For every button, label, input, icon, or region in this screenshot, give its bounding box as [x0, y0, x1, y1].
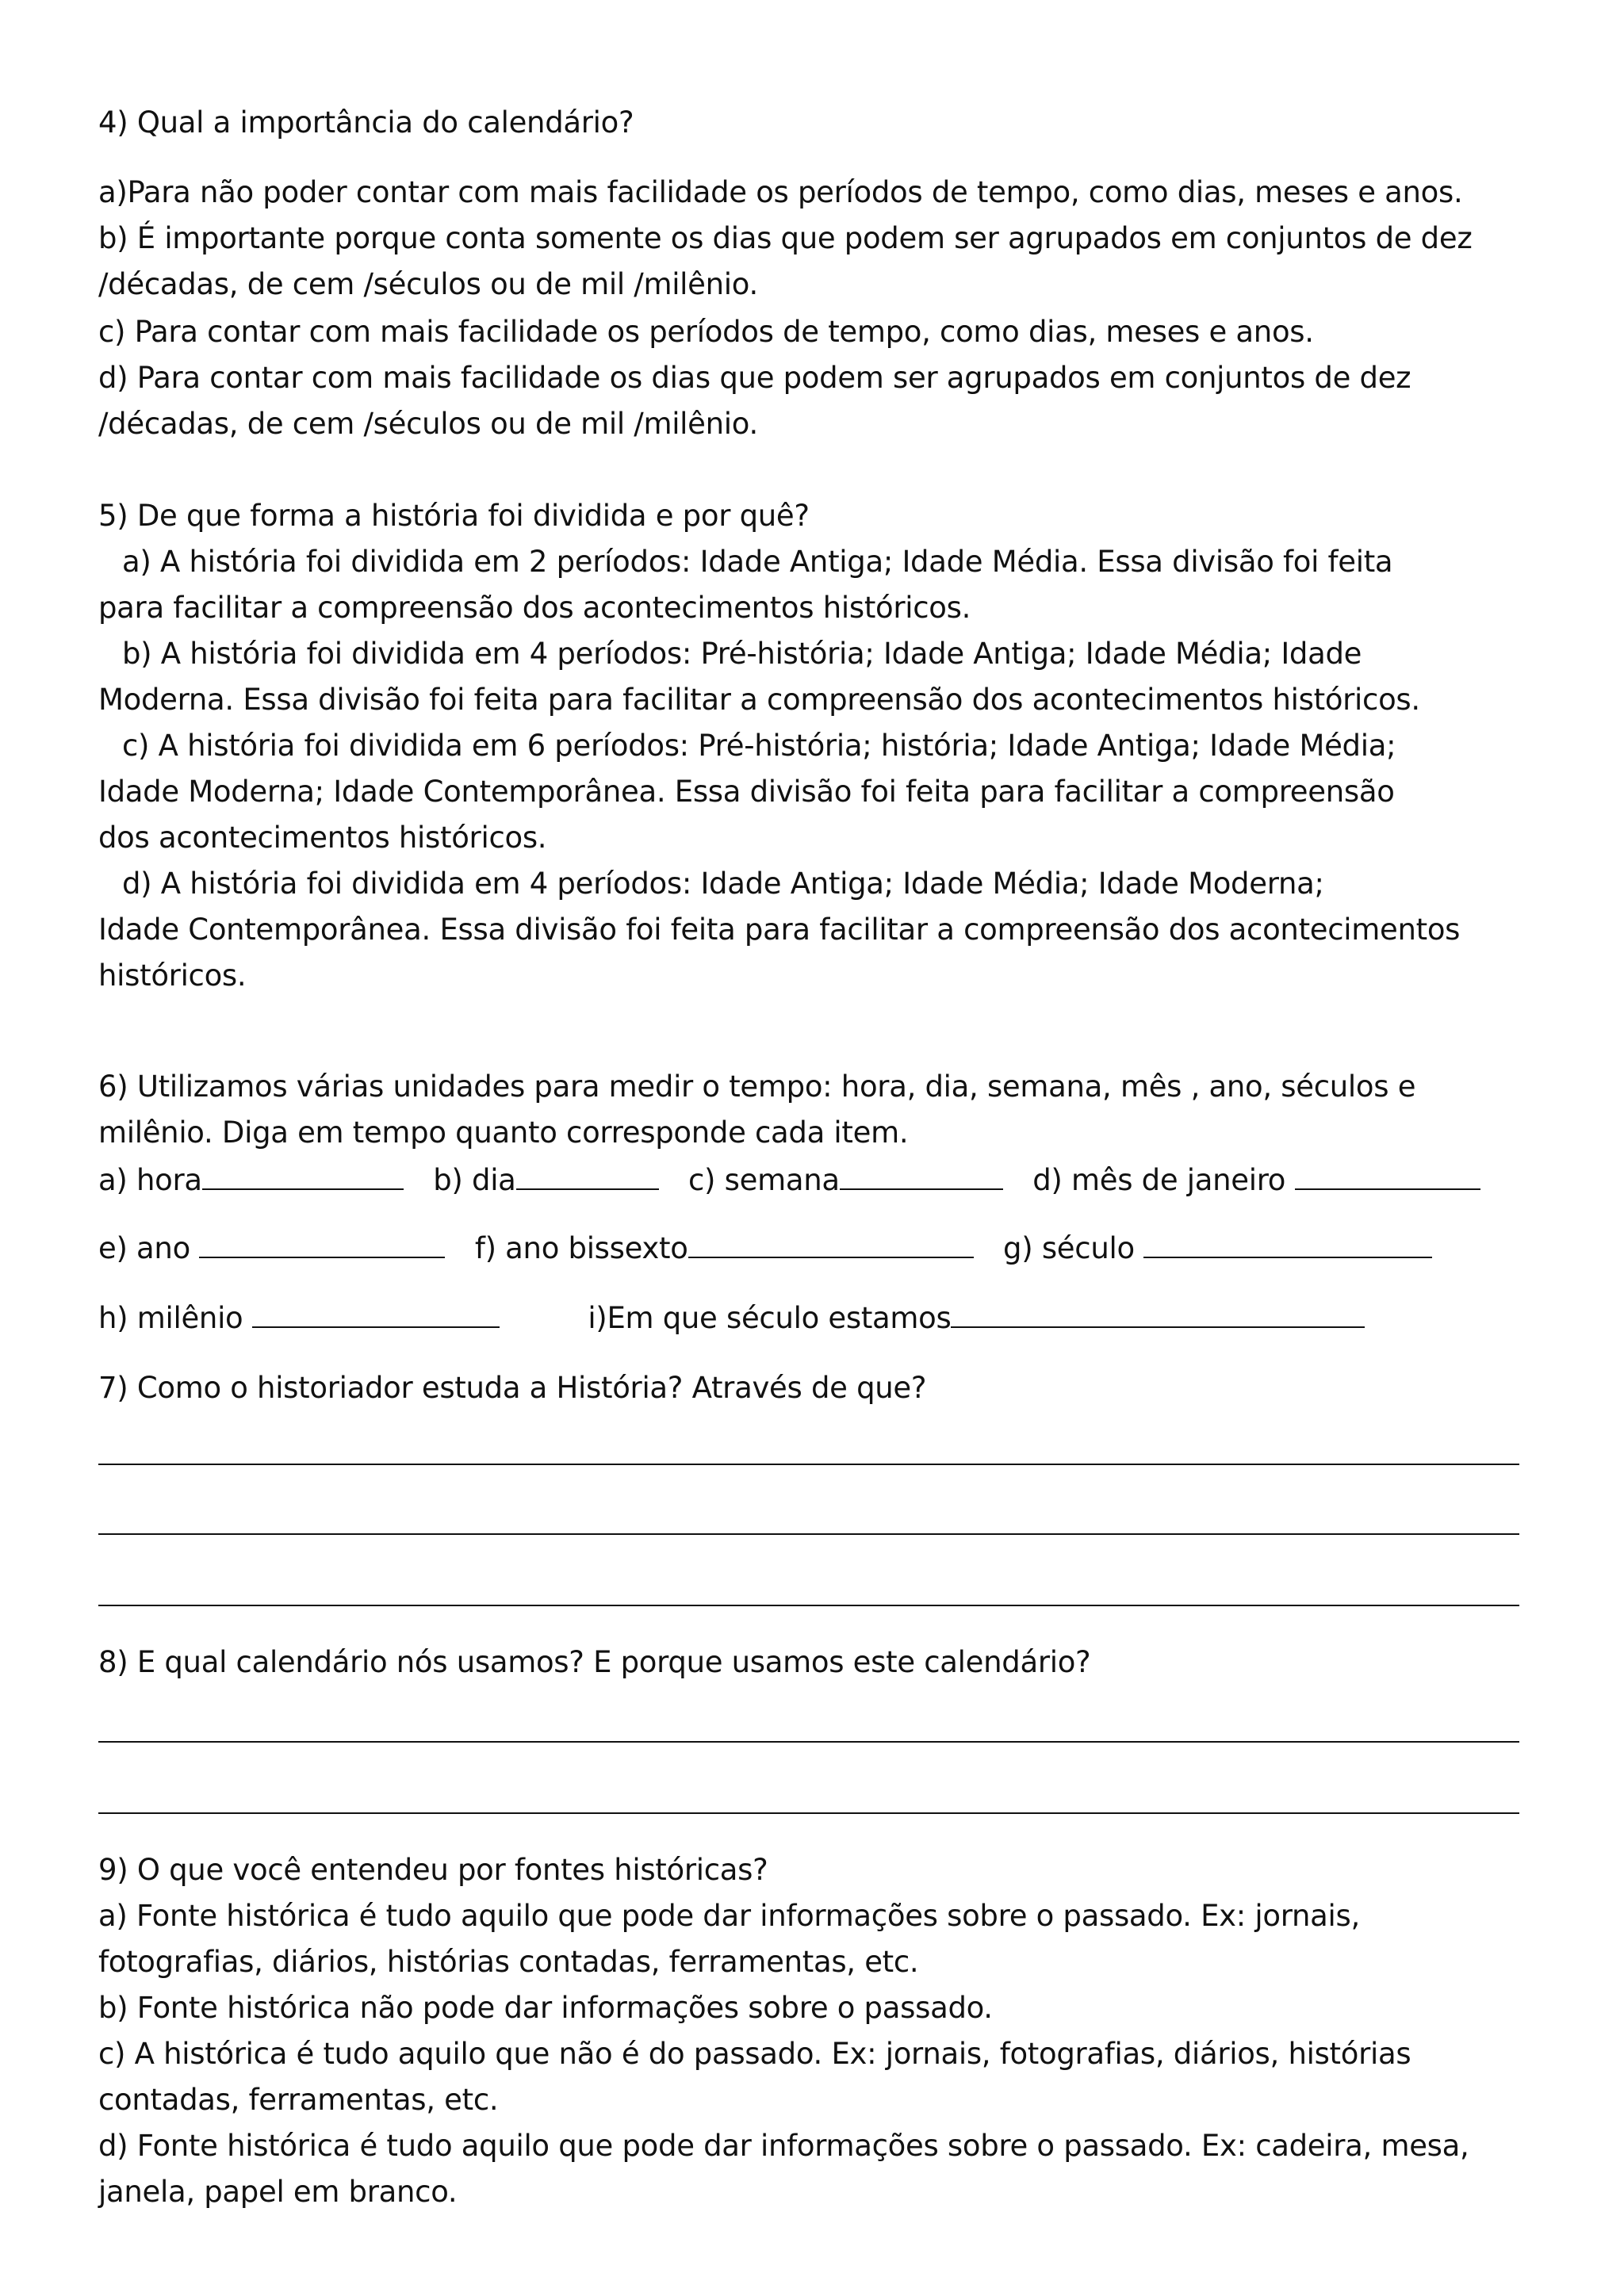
- q9-option-c-line2: contadas, ferramentas, etc.: [98, 2083, 499, 2117]
- q9-option-b: b) Fonte histórica não pode dar informações sobre o passado.: [98, 1991, 993, 2025]
- q6-item-d-blank[interactable]: [1295, 1165, 1480, 1190]
- q4-option-d-line1: d) Para contar com mais facilidade os dias que podem ser agrupados em conjuntos de dez: [98, 361, 1411, 395]
- q6-item-i-label: i)Em que século estamos: [588, 1301, 952, 1335]
- q6-item-d-label: d) mês de janeiro: [1032, 1163, 1286, 1197]
- q6-item-g-label: g) século: [1003, 1231, 1135, 1265]
- q6-item-b-blank[interactable]: [516, 1165, 659, 1190]
- q6-row-3: [98, 1295, 1371, 1341]
- q5-option-d-line1: d) A história foi dividida em 4 períodos: Idade Antiga; Idade Média; Idade Moderna;: [122, 867, 1324, 901]
- q7-answer-line-1[interactable]: [98, 1464, 1519, 1465]
- q8-answer-line-1[interactable]: [98, 1741, 1519, 1743]
- q5-option-a-line2: para facilitar a compreensão dos acontecimentos históricos.: [98, 591, 971, 625]
- q6-row-2: [98, 1226, 1438, 1272]
- q6-row-1: [98, 1158, 1487, 1203]
- q6-item-b-label: b) dia: [433, 1163, 516, 1197]
- q6-item-a-blank[interactable]: [202, 1165, 404, 1190]
- q6-question-line2: milênio. Diga em tempo quanto corresponde cada item.: [98, 1115, 909, 1150]
- q5-option-c-line1: c) A história foi dividida em 6 períodos: Pré-história; história; Idade Antiga; Idade Média;: [122, 729, 1396, 763]
- q7-question: 7) Como o historiador estuda a História? Através de que?: [98, 1371, 927, 1405]
- q6-item-h-blank[interactable]: [252, 1303, 500, 1328]
- q9-option-a-line2: fotografias, diários, histórias contadas, ferramentas, etc.: [98, 1945, 919, 1979]
- q9-option-a-line1: a) Fonte histórica é tudo aquilo que pode dar informações sobre o passado. Ex: jornais,: [98, 1899, 1360, 1933]
- q9-option-d-line2: janela, papel em branco.: [98, 2175, 458, 2209]
- q5-option-a-line1: a) A história foi dividida em 2 períodos: Idade Antiga; Idade Média. Essa divisão foi feita: [122, 545, 1393, 579]
- q6-item-i-blank[interactable]: [951, 1303, 1365, 1328]
- q6-item-e-blank[interactable]: [199, 1233, 445, 1258]
- q4-option-b-line1: b) É importante porque conta somente os dias que podem ser agrupados em conjuntos de dez: [98, 221, 1473, 255]
- q5-option-b-line2: Moderna. Essa divisão foi feita para facilitar a compreensão dos acontecimentos históricos.: [98, 683, 1420, 717]
- q8-question: 8) E qual calendário nós usamos? E porque usamos este calendário?: [98, 1645, 1091, 1679]
- q6-question-line1: 6) Utilizamos várias unidades para medir o tempo: hora, dia, semana, mês , ano, séculos e: [98, 1070, 1416, 1104]
- q7-answer-line-2[interactable]: [98, 1533, 1519, 1535]
- q6-item-f-label: f) ano bissexto: [474, 1231, 688, 1265]
- q6-item-h-label: h) milênio: [98, 1301, 243, 1335]
- q9-option-c-line1: c) A histórica é tudo aquilo que não é do passado. Ex: jornais, fotografias, diários, histórias: [98, 2037, 1411, 2071]
- q4-option-a: a)Para não poder contar com mais facilidade os períodos de tempo, como dias, meses e anos.: [98, 175, 1463, 209]
- q4-option-b-line2: /décadas, de cem /séculos ou de mil /milênio.: [98, 267, 758, 301]
- q8-answer-line-2[interactable]: [98, 1812, 1519, 1814]
- q4-question: 4) Qual a importância do calendário?: [98, 105, 634, 140]
- q5-option-c-line3: dos acontecimentos históricos.: [98, 821, 547, 855]
- q5-question: 5) De que forma a história foi dividida e por quê?: [98, 499, 810, 533]
- q5-option-d-line3: históricos.: [98, 959, 247, 993]
- q9-option-d-line1: d) Fonte histórica é tudo aquilo que pode dar informações sobre o passado. Ex: cadeira, mesa,: [98, 2129, 1469, 2163]
- q6-item-e-label: e) ano: [98, 1231, 190, 1265]
- q6-item-c-blank[interactable]: [840, 1165, 1003, 1190]
- q5-option-c-line2: Idade Moderna; Idade Contemporânea. Essa divisão foi feita para facilitar a compreensão: [98, 775, 1395, 809]
- q6-item-f-blank[interactable]: [688, 1233, 974, 1258]
- q6-item-g-blank[interactable]: [1143, 1233, 1432, 1258]
- q4-option-c: c) Para contar com mais facilidade os períodos de tempo, como dias, meses e anos.: [98, 315, 1314, 349]
- q4-option-d-line2: /décadas, de cem /séculos ou de mil /milênio.: [98, 407, 758, 441]
- q6-item-c-label: c) semana: [688, 1163, 840, 1197]
- q9-question: 9) O que você entendeu por fontes históricas?: [98, 1853, 768, 1887]
- q5-option-b-line1: b) A história foi dividida em 4 períodos: Pré-história; Idade Antiga; Idade Média; Idade: [122, 637, 1362, 671]
- q5-option-d-line2: Idade Contemporânea. Essa divisão foi feita para facilitar a compreensão dos acontecimentos: [98, 913, 1461, 947]
- q6-item-a-label: a) hora: [98, 1163, 202, 1197]
- q7-answer-line-3[interactable]: [98, 1605, 1519, 1606]
